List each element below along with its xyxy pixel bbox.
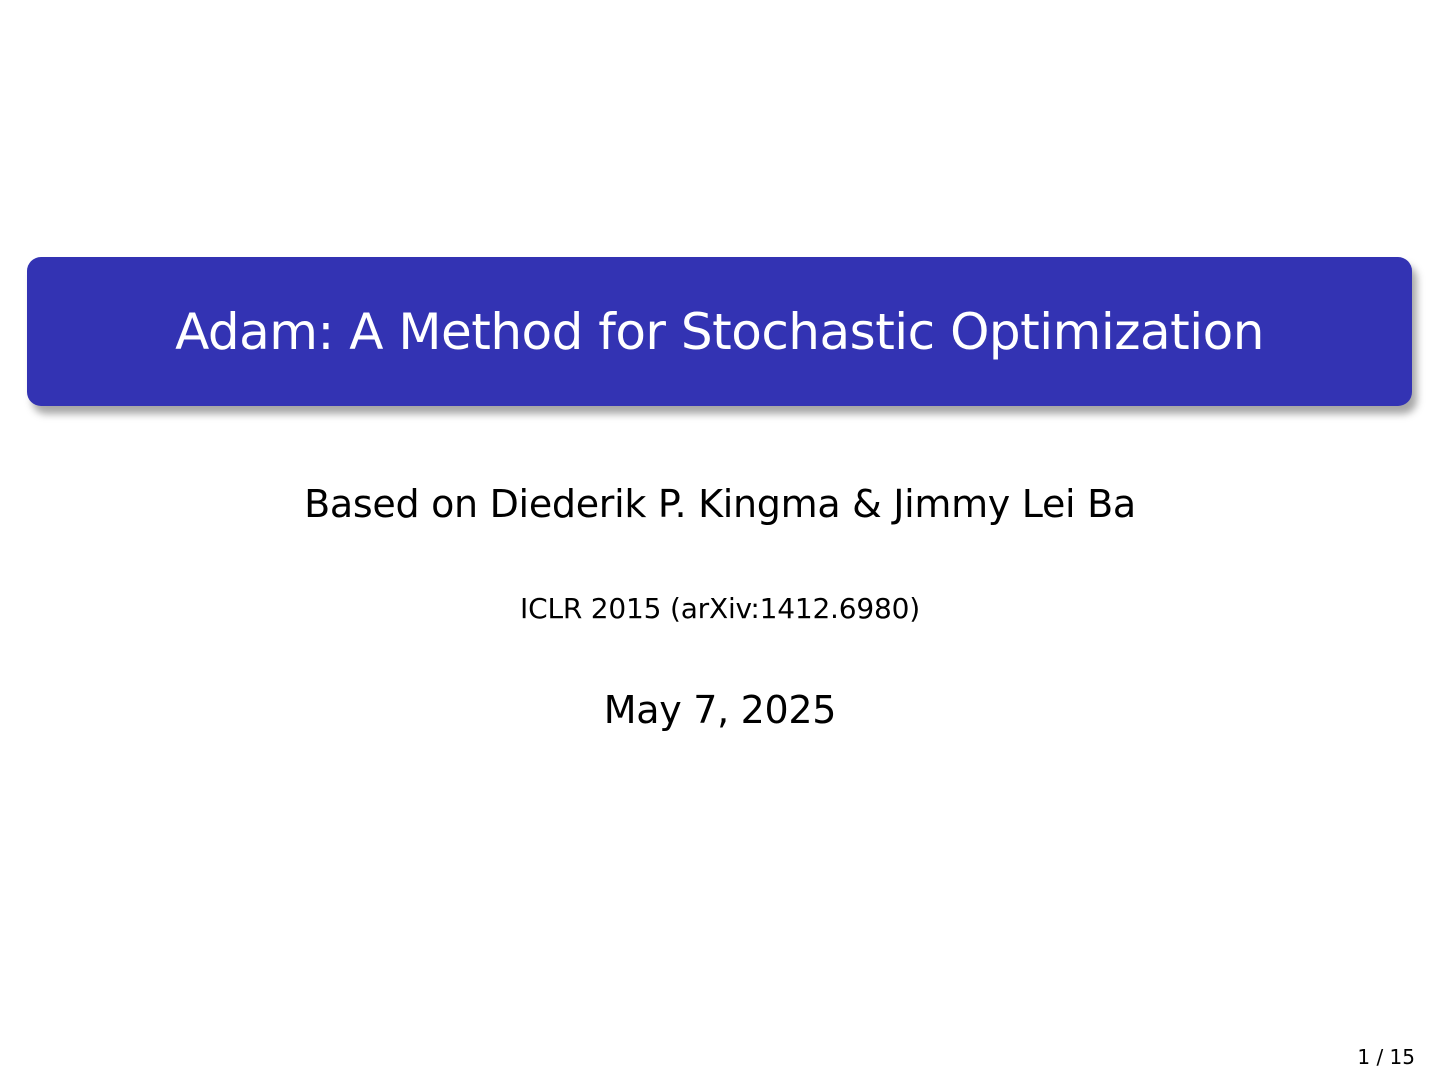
slide-title: Adam: A Method for Stochastic Optimization (175, 302, 1264, 361)
venue-line: ICLR 2015 (arXiv:1412.6980) (520, 592, 920, 625)
title-box (27, 257, 1412, 406)
page-number: 1 / 15 (1357, 1045, 1415, 1069)
author-line: Based on Diederik P. Kingma & Jimmy Lei Ba (304, 482, 1136, 526)
presentation-date: May 7, 2025 (603, 688, 837, 732)
